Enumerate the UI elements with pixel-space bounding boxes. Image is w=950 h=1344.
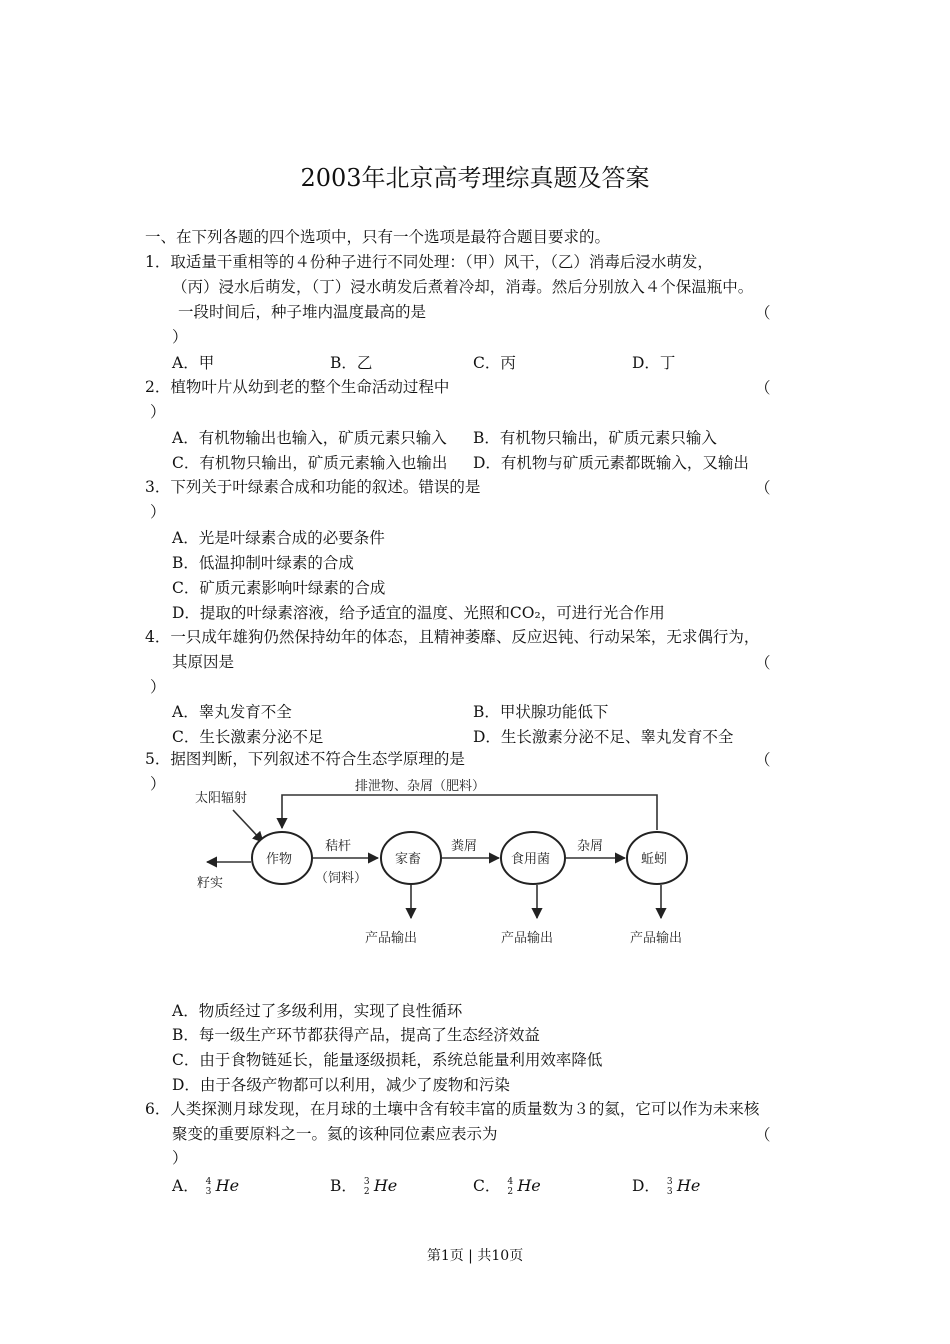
q4-line1: 4．一只成年雄狗仍然保持幼年的体态，且精神萎靡、反应迟钝、行动呆笨，无求偶行为， bbox=[145, 628, 760, 646]
q6-paren-open: （ bbox=[755, 1126, 771, 1144]
sun-arrow bbox=[233, 810, 263, 842]
current-page: 1 bbox=[440, 1248, 450, 1264]
q3-option-d: D．提取的叶绿素溶液，给予适宜的温度、光照和CO₂，可进行光合作用 bbox=[172, 604, 665, 622]
q4-option-a: A．睾丸发育不全 bbox=[172, 703, 292, 721]
mass-number: 3 bbox=[666, 1177, 673, 1187]
q4-option-d: D．生长激素分泌不足、睾丸发育不全 bbox=[473, 728, 734, 746]
q5-option-a: A．物质经过了多级利用，实现了良性循环 bbox=[172, 1002, 463, 1020]
q5-option-c: C．由于食物链延长，能量逐级损耗，系统总能量利用效率降低 bbox=[172, 1051, 603, 1069]
q4-line2: 其原因是 bbox=[172, 653, 235, 671]
atomic-number: 3 bbox=[205, 1187, 212, 1197]
q3-option-a: A．光是叶绿素合成的必要条件 bbox=[172, 529, 385, 547]
q2-option-b: B．有机物只输出，矿质元素只输入 bbox=[473, 429, 717, 447]
q6-paren-close: ） bbox=[172, 1149, 188, 1167]
label-fungus: 食用菌 bbox=[511, 852, 551, 867]
q3-option-c: C．矿质元素影响叶绿素的合成 bbox=[172, 579, 386, 597]
element-symbol: He bbox=[517, 1176, 541, 1195]
label-debris: 杂屑 bbox=[577, 839, 604, 854]
ecology-flow-diagram bbox=[185, 770, 725, 960]
label-manure: 粪屑 bbox=[451, 839, 478, 854]
q6-option-c-label: C． bbox=[473, 1177, 501, 1195]
section-instruction: 一、在下列各题的四个选项中，只有一个选项是最符合题目要求的。 bbox=[145, 228, 611, 246]
q6-line2: 聚变的重要原料之一。氦的该种同位素应表示为 bbox=[172, 1125, 498, 1143]
q1-paren-close: ） bbox=[172, 328, 188, 346]
total-pages: 10 bbox=[491, 1248, 510, 1264]
q2-paren-open: （ bbox=[755, 379, 771, 397]
label-straw: 秸杆 bbox=[325, 839, 352, 854]
element-symbol: He bbox=[676, 1176, 701, 1195]
element-symbol: He bbox=[373, 1176, 398, 1195]
label-grain: 籽实 bbox=[197, 876, 224, 891]
q6-option-d-nuclide bbox=[665, 1177, 677, 1197]
q2-option-a: A．有机物输出也输入，矿质元素只输入 bbox=[172, 429, 447, 447]
q1-paren-open: （ bbox=[755, 304, 771, 322]
q6-option-a bbox=[172, 1174, 239, 1197]
label-output1: 产品输出 bbox=[365, 931, 418, 946]
q2-option-c: C．有机物只输出，矿质元素输入也输出 bbox=[172, 454, 448, 472]
q6-option-b-nuclide bbox=[362, 1177, 374, 1197]
mass-number: 3 bbox=[363, 1177, 370, 1187]
label-output2: 产品输出 bbox=[501, 931, 554, 946]
q4-paren-open: （ bbox=[755, 654, 771, 672]
q5-option-d: D．由于各级产物都可以利用，减少了废物和污染 bbox=[172, 1076, 510, 1094]
label-output3: 产品输出 bbox=[630, 931, 683, 946]
feedback-arrow bbox=[282, 795, 657, 830]
q3-paren-open: （ bbox=[755, 479, 771, 497]
q6-option-a-label: A． bbox=[172, 1177, 199, 1195]
q1-option-a: A．甲 bbox=[172, 354, 215, 372]
label-livestock: 家畜 bbox=[395, 852, 422, 867]
q6-option-b bbox=[330, 1174, 397, 1197]
q5-paren-open: （ bbox=[755, 751, 771, 769]
q5-option-b: B．每一级生产环节都获得产品，提高了生态经济效益 bbox=[172, 1026, 540, 1044]
q2-paren-close: ） bbox=[150, 403, 166, 421]
q5-paren-close: ） bbox=[150, 775, 166, 793]
page-footer bbox=[0, 1245, 950, 1265]
label-feedback: 排泄物、杂屑（肥料） bbox=[355, 779, 486, 794]
q1-line1: 1．取适量干重相等的４份种子进行不同处理：（甲）风干，（乙）消毒后浸水萌发， bbox=[145, 253, 713, 271]
q4-paren-close: ） bbox=[150, 678, 166, 696]
q6-option-c-nuclide bbox=[505, 1177, 517, 1197]
q1-option-c: C．丙 bbox=[473, 354, 516, 372]
q1-line2: （丙）浸水后萌发，（丁）浸水萌发后煮着冷却，消毒。然后分别放入４个保温瓶中。 bbox=[172, 278, 754, 296]
q6-option-d-label: D． bbox=[632, 1177, 660, 1195]
q6-option-d bbox=[632, 1174, 700, 1197]
q6-option-a-nuclide bbox=[204, 1177, 216, 1197]
q3-line1: 3．下列关于叶绿素合成和功能的叙述。错误的是 bbox=[145, 478, 481, 496]
atomic-number: 2 bbox=[363, 1187, 370, 1197]
q1-option-b: B．乙 bbox=[330, 354, 373, 372]
footer-suffix: 页 bbox=[509, 1248, 524, 1264]
label-crop: 作物 bbox=[266, 852, 293, 867]
q6-option-b-label: B． bbox=[330, 1177, 357, 1195]
atomic-number: 3 bbox=[666, 1187, 673, 1197]
element-symbol: He bbox=[215, 1176, 240, 1195]
mass-number: 4 bbox=[205, 1177, 212, 1187]
atomic-number: 2 bbox=[507, 1187, 514, 1197]
q3-paren-close: ） bbox=[150, 503, 166, 521]
q5-line1: 5．据图判断，下列叙述不符合生态学原理的是 bbox=[145, 750, 465, 768]
footer-middle: 页 | 共 bbox=[449, 1248, 492, 1264]
q4-option-c: C．生长激素分泌不足 bbox=[172, 728, 324, 746]
mass-number: 4 bbox=[507, 1177, 514, 1187]
page-title: 2003年北京高考理综真题及答案 bbox=[300, 164, 650, 192]
q1-option-d: D．丁 bbox=[632, 354, 676, 372]
q2-line1: 2．植物叶片从幼到老的整个生命活动过程中 bbox=[145, 378, 450, 396]
q2-option-d: D．有机物与矿质元素都既输入，又输出 bbox=[473, 454, 749, 472]
q4-option-b: B．甲状腺功能低下 bbox=[473, 703, 609, 721]
q3-option-b: B．低温抑制叶绿素的合成 bbox=[172, 554, 354, 572]
label-sun: 太阳辐射 bbox=[195, 791, 248, 806]
label-earthworm: 蚯蚓 bbox=[641, 852, 668, 867]
q6-option-c bbox=[473, 1174, 541, 1197]
q1-line3: 一段时间后，种子堆内温度最高的是 bbox=[178, 303, 427, 321]
q6-line1: 6．人类探测月球发现，在月球的土壤中含有较丰富的质量数为３的氦，它可以作为未来核 bbox=[145, 1100, 760, 1118]
label-feed: （饲料） bbox=[315, 871, 368, 886]
footer-prefix: 第 bbox=[426, 1248, 441, 1264]
